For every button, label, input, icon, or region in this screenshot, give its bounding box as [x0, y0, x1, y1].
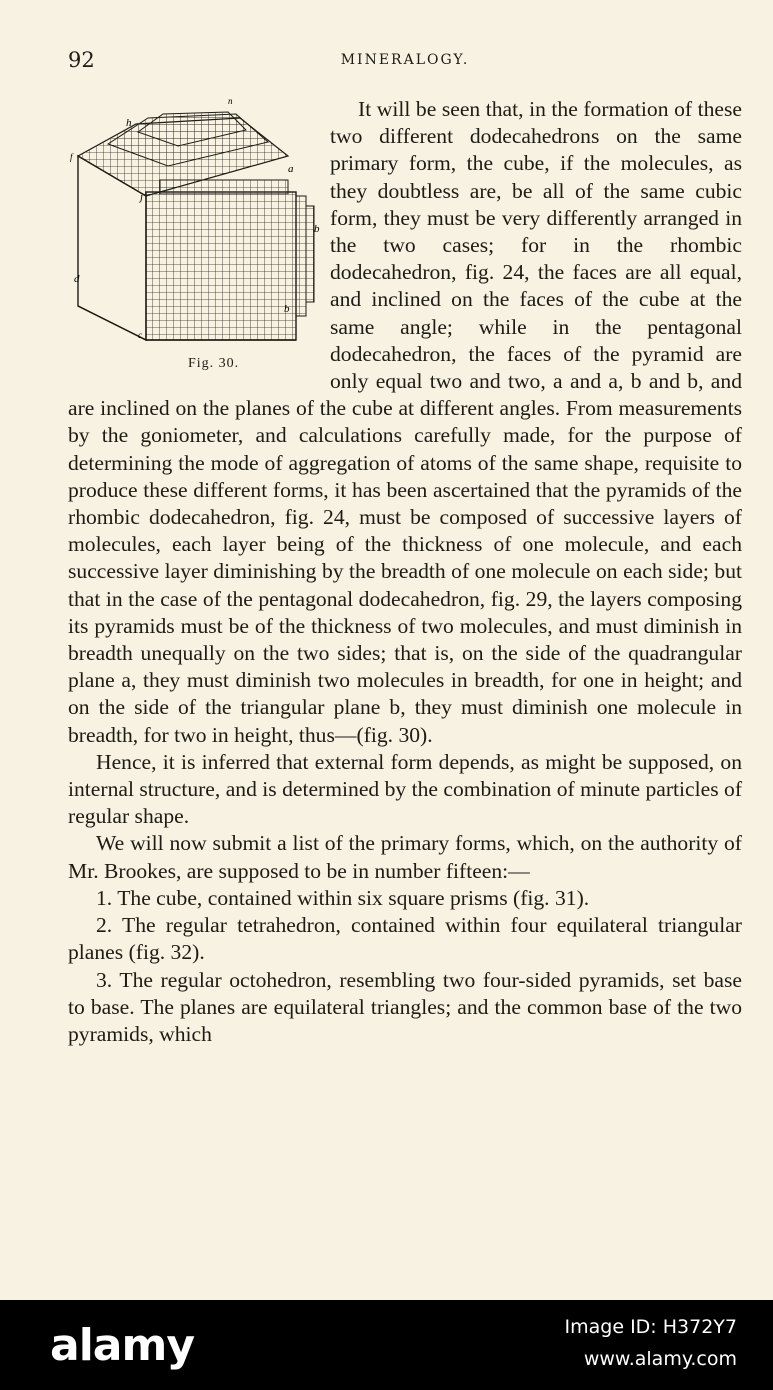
list-item: 1. The cube, contained within six square prisms (fig. 31). [96, 885, 590, 910]
page-number: 92 [68, 48, 95, 72]
label-d: d [74, 273, 80, 285]
label-b-lower: b [284, 303, 290, 315]
paragraph [68, 96, 742, 749]
label-h: h [126, 117, 132, 129]
list-item: 2. The regular tetrahedron, contained within four equilateral triangular planes (fig. 32). [68, 913, 742, 965]
label-j: j [140, 191, 144, 203]
watermark-bar [0, 1300, 773, 1390]
front-grid-face [146, 192, 296, 340]
label-b: b [314, 223, 320, 235]
brand-logo: alamy [50, 1320, 194, 1371]
running-head: MINERALOGY. [340, 52, 470, 68]
body-text [68, 96, 742, 1048]
figure-30 [68, 96, 322, 394]
right-step-2 [306, 206, 314, 302]
label-a: a [288, 163, 294, 175]
right-step-1 [296, 196, 306, 316]
site-url: www.alamy.com [583, 1348, 737, 1370]
page-header [68, 48, 742, 78]
paragraph-1: It will be seen that, in the formation of these two different dodecahedrons on the same primary form, the cube, if the molecules, as they doubtless are, be all of the same cubic form, they must be very differently arranged in the two cases; for in the rhombic dodecahedron, fig. 24, the faces are all equal, and inclined on the faces of the cube at the same angle; while in the pentagonal dodecahedron, the faces of the pyramid are only equal two and two, a and a, b and b, and are inclined on the planes of the cube at different angles. From measurements by the goniometer, and calculations carefully made, for the purpose of determining the mode of aggregation of atoms of the same shape, requisite to produce these different forms, it has been ascertained that the pyramids of the rhombic dodecahedron, fig. 24, must be composed of successive layers of molecules, each layer being of the thickness of one molecule, and each successive layer diminishing by the breadth of one molecule on each side; but that in the case of the pentagonal dodecahedron, fig. 29, the layers composing its pyramids must be of the thickness of two molecules, and must diminish in breadth unequally on the two sides; that is, on the side of the quadrangular plane a, they must diminish two molecules in breadth, for one in height; and on the side of the triangular plane b, they must diminish one molecule in breadth, for two in height, thus—(fig. 30). [68, 97, 742, 747]
label-f: f [70, 152, 73, 162]
label-n: n [228, 96, 233, 106]
list-item: 3. The regular octohedron, resembling two four-sided pyramids, set base to base. The planes are equilateral triangles; and the common base of the two pyramids, which [68, 967, 742, 1046]
image-id: Image ID: H372Y7 [564, 1316, 737, 1338]
label-c: c [138, 330, 142, 340]
figure-caption: Fig. 30. [188, 356, 240, 371]
paragraph-3: We will now submit a list of the primary forms, which, on the authority of Mr. Brookes, are supposed to be in number fifteen:— [68, 831, 742, 883]
paragraph-2: Hence, it is inferred that external form depends, as might be supposed, on internal structure, and is determined by the combination of minute particles of regular shape. [68, 749, 743, 829]
